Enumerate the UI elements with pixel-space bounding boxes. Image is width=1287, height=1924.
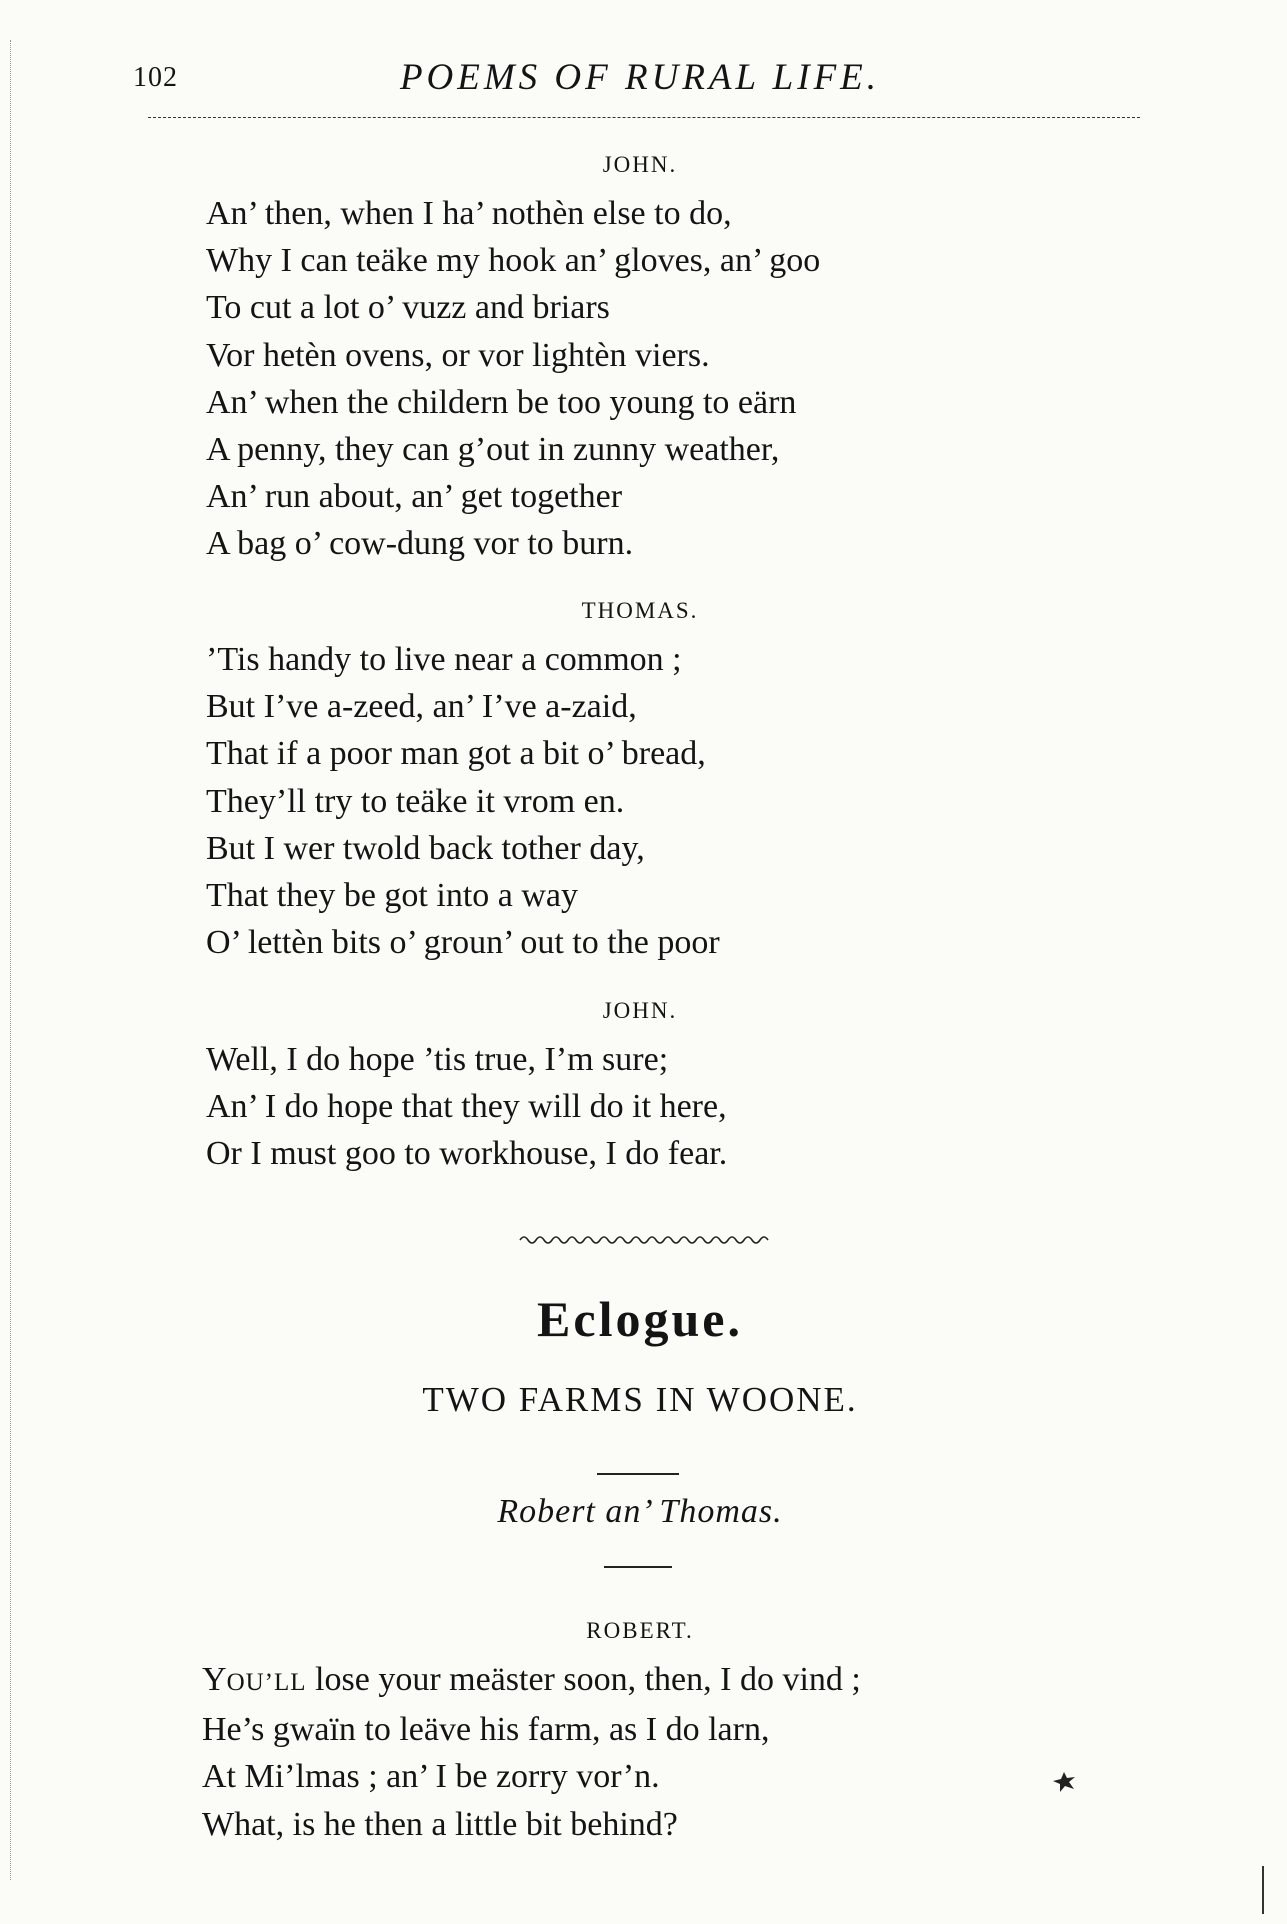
verse-line: Vor hetèn ovens, or vor lightèn viers. — [206, 336, 710, 374]
page-edge-dots — [10, 40, 11, 1880]
stanza-john-2 — [206, 1036, 727, 1178]
verse-line: An’ I do hope that they will do it here, — [206, 1088, 727, 1126]
verse-line: What, is he then a little bit behind? — [202, 1805, 678, 1843]
initial-letter: Y — [202, 1661, 227, 1698]
verse-line: That they be got into a way — [206, 877, 579, 915]
first-line-text: lose your meäster soon, then, I do vind ; — [306, 1661, 861, 1698]
verse-line-first — [202, 1656, 861, 1706]
verse-line: Or I must goo to workhouse, I do fear. — [206, 1135, 728, 1173]
running-title: POEMS OF RURAL LIFE. — [399, 57, 881, 98]
verse-line: Well, I do hope ’tis true, I’m sure; — [206, 1041, 669, 1078]
verse-line: At Mi’lmas ; an’ I be zorry vor’n. — [202, 1758, 660, 1796]
verse-line: A bag o’ cow-dung vor to burn. — [206, 525, 634, 563]
verse-line: ’Tis handy to live near a common ; — [206, 641, 682, 678]
wavy-ornament-icon — [518, 1232, 774, 1248]
verse-line: They’ll try to teäke it vrom en. — [206, 782, 625, 820]
section-title: Eclogue. — [537, 1291, 743, 1347]
header-rule — [148, 117, 1140, 118]
poem-subtitle: TWO FARMS IN WOONE. — [422, 1380, 858, 1419]
speaker-john-1: JOHN. — [602, 152, 678, 177]
verse-line: A penny, they can g’out in zunny weather, — [206, 431, 780, 469]
page-number: 102 — [133, 62, 178, 93]
first-word-small-caps: OU’LL — [226, 1669, 307, 1696]
short-rule-bottom — [604, 1566, 672, 1568]
verse-line: But I’ve a-zeed, an’ I’ve a-zaid, — [206, 688, 637, 726]
verse-line: An’ run about, an’ get together — [206, 478, 623, 516]
short-rule-top — [597, 1473, 679, 1475]
fleuron-icon — [1051, 1771, 1077, 1793]
speaker-john-2: JOHN. — [602, 998, 678, 1023]
verse-line: He’s gwaïn to leäve his farm, as I do larn, — [202, 1711, 770, 1749]
stanza-thomas — [206, 636, 720, 966]
stanza-john-1 — [206, 190, 820, 568]
verse-line: An’ then, when I ha’ nothèn else to do, — [206, 195, 732, 232]
verse-line: O’ lettèn bits o’ groun’ out to the poor — [206, 924, 720, 962]
poem-characters: Robert an’ Thomas. — [497, 1493, 783, 1530]
verse-line: Why I can teäke my hook an’ gloves, an’ goo — [206, 242, 821, 280]
speaker-thomas: THOMAS. — [581, 598, 699, 623]
verse-line: To cut a lot o’ vuzz and briars — [206, 289, 610, 327]
verse-line: An’ when the childern be too young to eärn — [206, 383, 797, 421]
stanza-robert — [202, 1656, 861, 1848]
margin-mark — [1262, 1866, 1264, 1914]
verse-line: But I wer twold back tother day, — [206, 829, 645, 867]
speaker-robert: ROBERT. — [586, 1618, 694, 1643]
verse-line: That if a poor man got a bit o’ bread, — [206, 735, 706, 773]
